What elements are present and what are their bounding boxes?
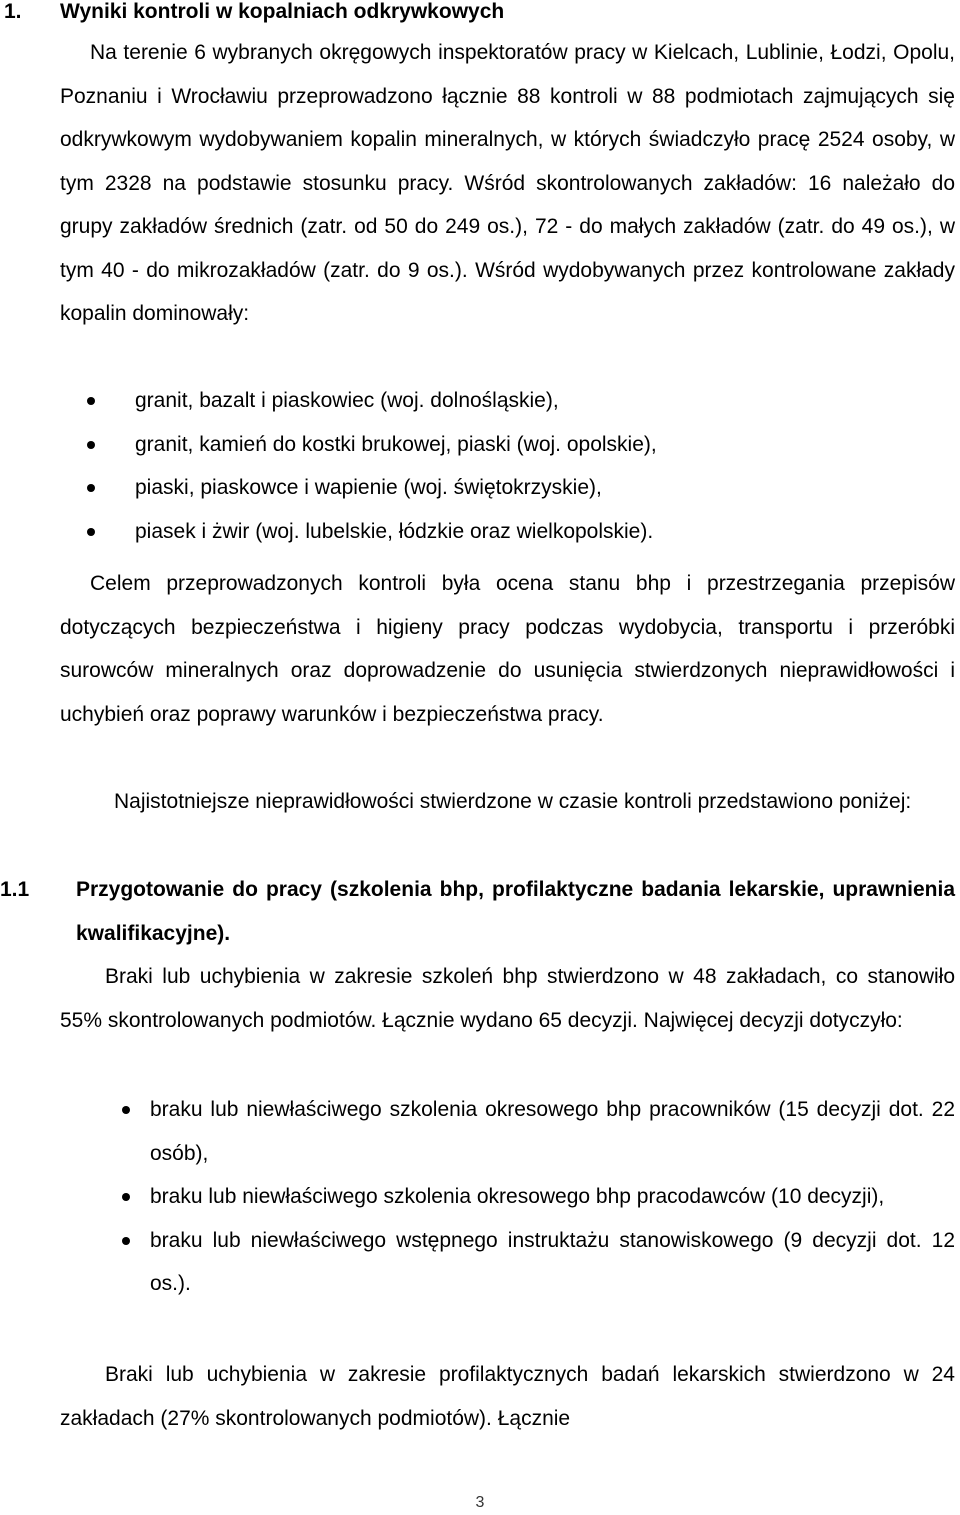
decisions-list xyxy=(60,1088,955,1306)
list-item-text: granit, bazalt i piaskowiec (woj. dolnośląskie), xyxy=(135,389,559,412)
list-item-text: granit, kamień do kostki brukowej, piaski (woj. opolskie), xyxy=(135,432,657,456)
list-item-text: piasek i żwir (woj. lubelskie, łódzkie oraz wielkopolskie). xyxy=(135,519,654,543)
list-item-text: piaski, piaskowce i wapienie (woj. świętokrzyskie), xyxy=(135,476,602,499)
list-item-text: braku lub niewłaściwego wstępnego instruktażu stanowiskowego (9 decyzji dot. 12 os.). xyxy=(150,1228,955,1295)
list-item xyxy=(60,466,955,510)
list-item xyxy=(60,1088,955,1175)
bullet-icon xyxy=(87,528,95,536)
medical-paragraph-text: Braki lub uchybienia w zakresie profilaktycznych badań lekarskich stwierdzono w 24 zakładach (27% skontrolowanych podmiotów). Łącznie xyxy=(60,1363,955,1430)
list-item xyxy=(60,1219,955,1306)
purpose-paragraph xyxy=(60,562,955,736)
training-paragraph-text: Braki lub uchybienia w zakresie szkoleń bhp stwierdzono w 48 zakładach, co stanowiło 55% skontrolowanych podmiotów. Łącznie wydano 65 decyzji. Najwięcej decyzji dotyczyło: xyxy=(60,965,955,1032)
list-item xyxy=(60,510,955,554)
intro-paragraph xyxy=(60,31,955,336)
bullet-icon xyxy=(87,397,95,405)
minerals-list xyxy=(60,379,955,553)
list-item xyxy=(60,379,955,423)
purpose-paragraph-text: Celem przeprowadzonych kontroli była ocena stanu bhp i przestrzegania przepisów dotyczących bezpieczeństwa i higieny pracy podczas wydobycia, transportu i przeróbki surowców mineralnych oraz doprowadzenie do usunięcia stwierdzonych nieprawidłowości i uchybień oraz poprawy warunków i bezpieczeństwa pracy. xyxy=(60,572,955,726)
bullet-icon xyxy=(122,1237,130,1245)
intro-paragraph-text: Na terenie 6 wybranych okręgowych inspektoratów pracy w Kielcach, Lublinie, Łodzi, Opolu, Poznaniu i Wrocławiu przeprowadzono łącznie 88 kontroli w 88 podmiotach zajmujących się odkrywkowym wydobywaniem kopalin mineralnych, w których świadczyło pracę 2524 osoby, w tym 2328 na podstawie stosunku pracy. Wśród skontrolowanych zakładów: 16 należało do grupy zakładów średnich (zatr. od 50 do 249 os.), 72 - do małych zakładów (zatr. do 49 os.), w tym 40 - do mikrozakładów (zatr. do 9 os.). Wśród wydobywanych przez kontrolowane zakłady kopalin dominowały: xyxy=(60,41,955,325)
list-item-text: braku lub niewłaściwego szkolenia okresowego bhp pracodawców (10 decyzji), xyxy=(150,1185,885,1208)
subsection-title: Przygotowanie do pracy (szkolenia bhp, profilaktyczne badania lekarskie, uprawnienia kwalifikacyjne). xyxy=(76,878,955,945)
bullet-icon xyxy=(122,1193,130,1201)
list-item xyxy=(60,423,955,467)
bullet-icon xyxy=(87,441,95,449)
page-number: 3 xyxy=(475,1494,485,1511)
section-number: 1. xyxy=(4,0,22,23)
subsection-number: 1.1 xyxy=(0,878,30,901)
training-paragraph xyxy=(60,955,955,1042)
medical-paragraph xyxy=(60,1353,955,1440)
list-item xyxy=(60,1175,955,1219)
section-title: Wyniki kontroli w kopalniach odkrywkowych xyxy=(60,0,505,23)
list-item-text: braku lub niewłaściwego szkolenia okresowego bhp pracowników (15 decyzji dot. 22 osób), xyxy=(150,1098,955,1165)
findings-intro-text: Najistotniejsze nieprawidłowości stwierdzone w czasie kontroli przedstawiono poniżej: xyxy=(114,790,912,813)
bullet-icon xyxy=(87,484,95,492)
findings-intro xyxy=(60,780,955,824)
bullet-icon xyxy=(122,1106,130,1114)
